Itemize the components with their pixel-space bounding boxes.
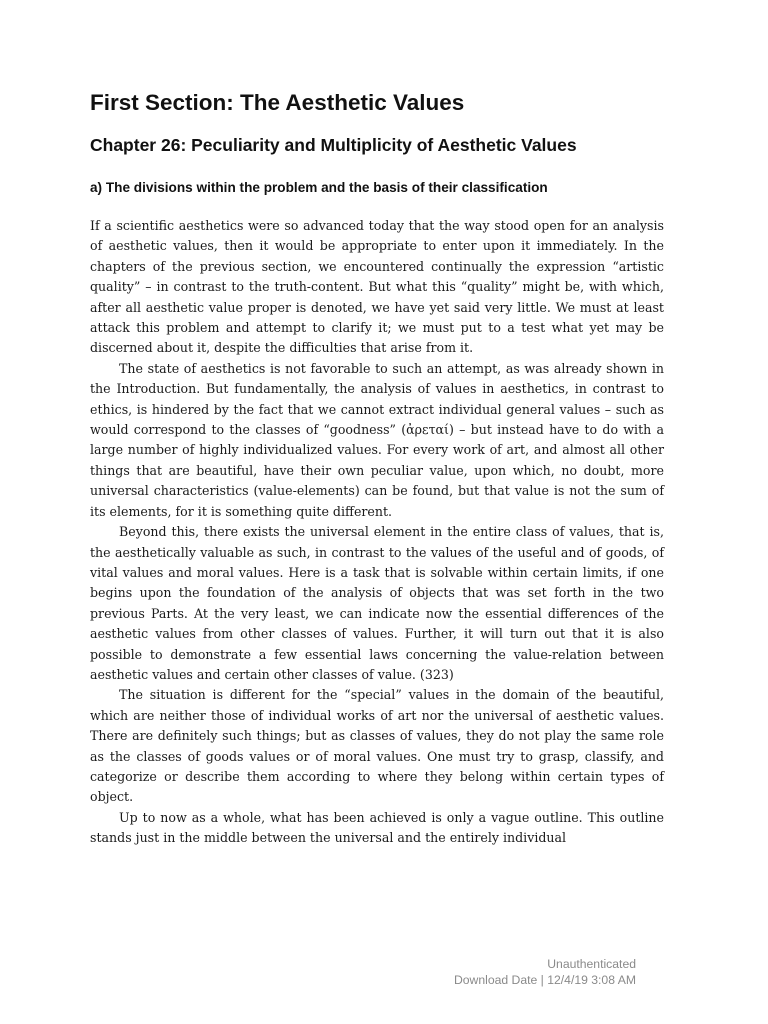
page-content (90, 86, 664, 849)
section-title: First Section: The Aesthetic Values (90, 90, 465, 115)
paragraph: Beyond this, there exists the universal element in the entire class of values, that is, the aesthetically valuable as such, in contrast to the values of the useful and of goods, of vital values and moral values. Here is a task that is solvable within certain limits, if one begins upon the foundation of the analysis of objects that was set forth in the two previous Parts. At the very least, we can indicate now the essential differences of the aesthetic values from other classes of values. Further, it will turn out that it is also possible to demonstrate a few essential laws concerning the value-relation between aesthetic values and certain other classes of value. (323) (90, 524, 664, 682)
paragraph: The situation is different for the “special” values in the domain of the beautiful, which are neither those of individual works of art nor the universal of aesthetic values. There are definitely such things; but as classes of values, they do not play the same role as the classes of goods values or of moral values. One must try to grasp, classify, and categorize or describe them according to where they belong within certain types of object. (90, 687, 664, 805)
chapter-title: Chapter 26: Peculiarity and Multiplicity of Aesthetic Values (90, 135, 577, 155)
body-text (90, 216, 664, 849)
paragraph: If a scientific aesthetics were so advanced today that the way stood open for an analysis of aesthetic values, then it would be appropriate to enter upon it immediately. In the chapters of the previous section, we encountered continually the expression “artistic quality” – in contrast to the truth-content. But what this “quality” might be, with which, after all aesthetic value proper is denoted, we have yet said very little. We must at least attack this problem and attempt to clarify it; we must put to a test what yet may be discerned about it, despite the difficulties that arise from it. (90, 218, 664, 356)
subsection-title: a) The divisions within the problem and the basis of their classification (90, 180, 548, 195)
paragraph: The state of aesthetics is not favorable to such an attempt, as was already shown in the Introduction. But fundamentally, the analysis of values in aesthetics, in contrast to ethics, is hindered by the fact that we cannot extract individual general values – such as would correspond to the classes of “goodness” (ἀρεταί) – but instead have to do with a large number of highly individualized values. For every work of art, and almost all other things that are beautiful, have their own peculiar value, upon which, no doubt, more universal characteristics (value-elements) can be found, but that value is not the sum of its elements, for it is something quite different. (90, 360, 664, 519)
footer-authentication-status: Unauthenticated (547, 957, 636, 971)
download-footer (454, 956, 636, 988)
footer-download-date: Download Date | 12/4/19 3:08 AM (453, 973, 636, 987)
paragraph: Up to now as a whole, what has been achieved is only a vague outline. This outline stands just in the middle between the universal and the entirely individual (90, 809, 664, 846)
